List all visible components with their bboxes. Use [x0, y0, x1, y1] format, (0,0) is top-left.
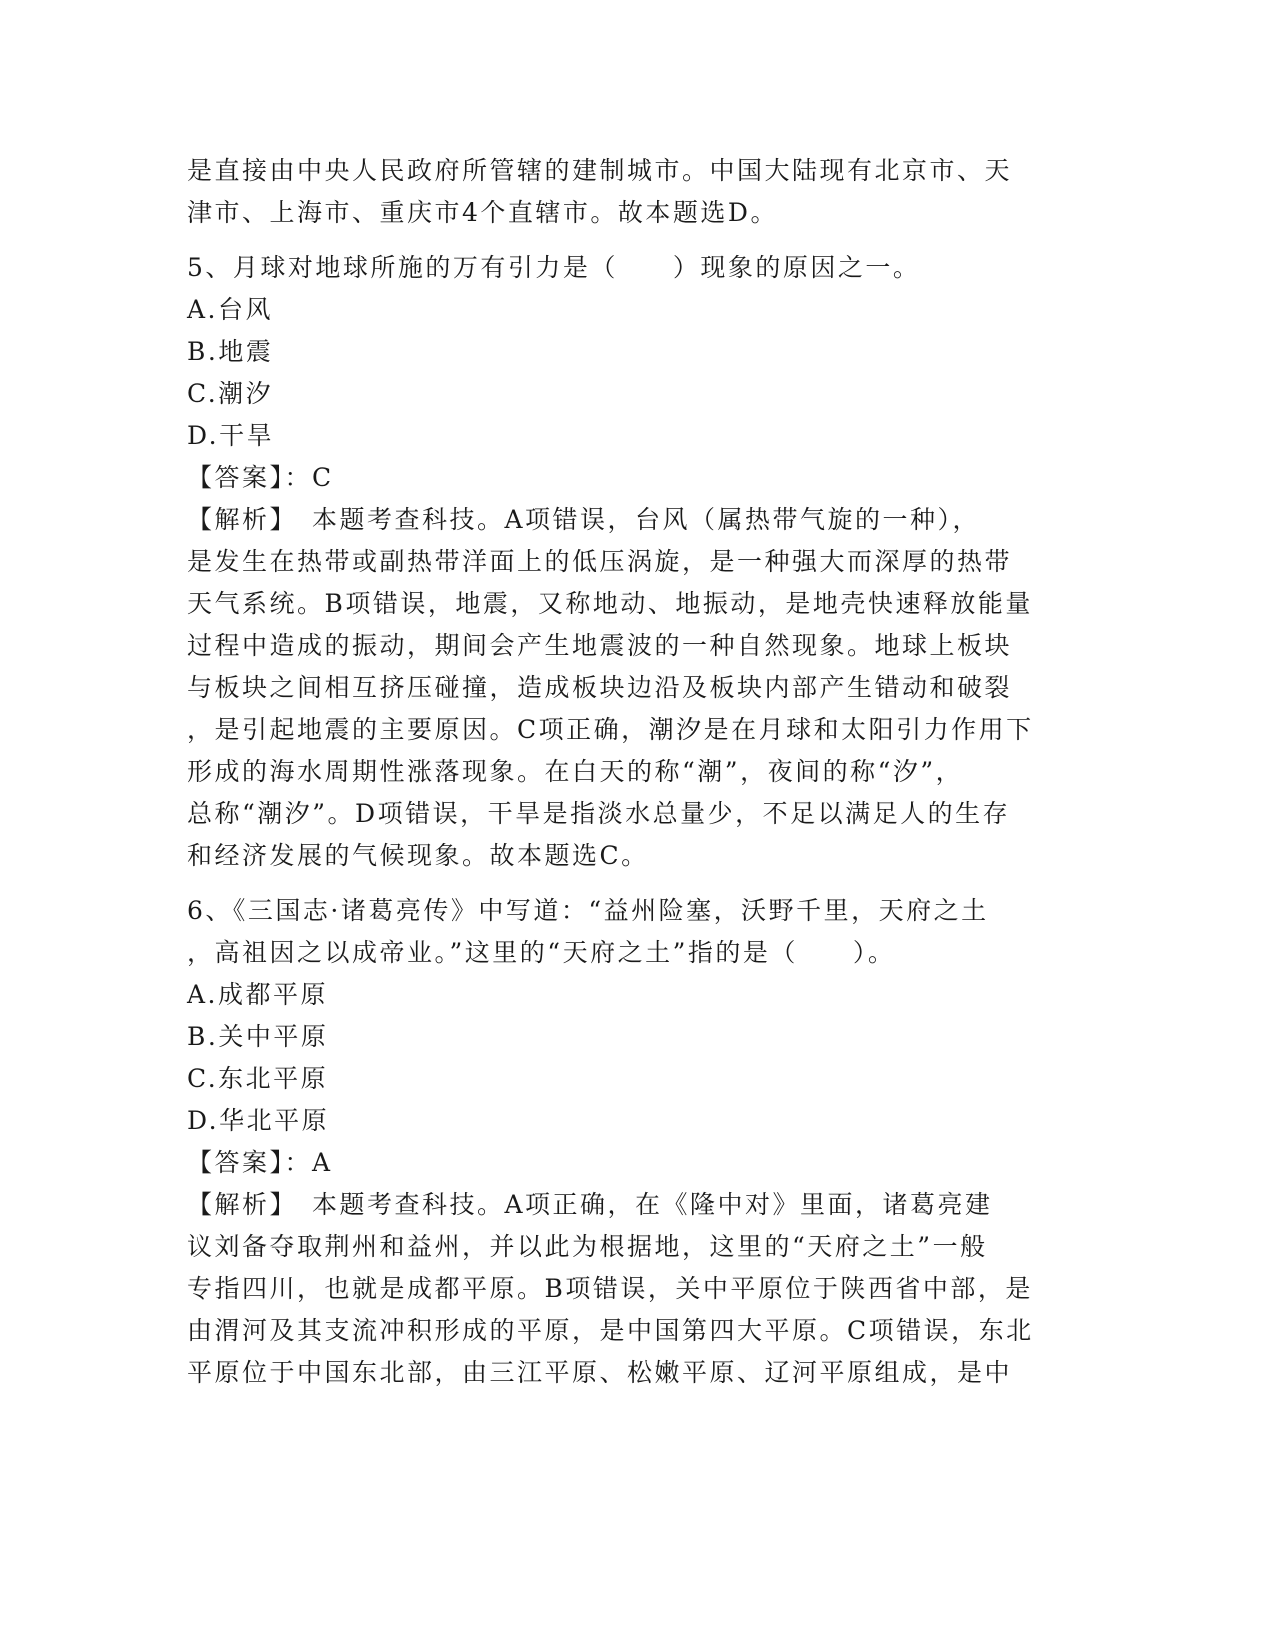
analysis-line: 是发生在热带或副热带洋面上的低压涡旋，是一种强大而深厚的热带 [187, 547, 1013, 576]
answer-line: 【答案】：C [187, 463, 334, 492]
option-d: D.华北平原 [187, 1106, 330, 1135]
analysis-line: 形成的海水周期性涨落现象。在白天的称“潮”，夜间的称“汐”， [187, 757, 964, 786]
analysis-line: 平原位于中国东北部，由三江平原、松嫩平原、辽河平原组成，是中 [187, 1358, 1013, 1387]
document-page [187, 150, 1087, 1394]
analysis-line: 【解析】 本题考查科技。A项正确，在《隆中对》里面，诸葛亮建 [187, 1190, 993, 1219]
analysis-line: 专指四川，也就是成都平原。B项错误，关中平原位于陕西省中部，是 [187, 1274, 1033, 1303]
analysis-line: 总称“潮汐”。D项错误，干旱是指淡水总量少，不足以满足人的生存 [187, 799, 1011, 828]
question-stem: ，高祖因之以成帝业。”这里的“天府之土”指的是（ ）。 [187, 938, 896, 967]
option-d: D.干旱 [187, 421, 275, 450]
analysis-line: ，是引起地震的主要原因。C项正确，潮汐是在月球和太阳引力作用下 [187, 715, 1034, 744]
text-line: 津市、上海市、重庆市4个直辖市。故本题选D。 [187, 198, 778, 227]
answer-line: 【答案】：A [187, 1148, 333, 1177]
question-6 [187, 890, 1087, 1394]
previous-analysis-continuation [187, 150, 1087, 234]
analysis-block [187, 499, 1087, 877]
option-b: B.关中平原 [187, 1022, 329, 1051]
analysis-line: 过程中造成的振动，期间会产生地震波的一种自然现象。地球上板块 [187, 631, 1013, 660]
analysis-line: 议刘备夺取荆州和益州，并以此为根据地，这里的“天府之土”一般 [187, 1232, 988, 1261]
option-c: C.潮汐 [187, 379, 274, 408]
analysis-line: 与板块之间相互挤压碰撞，造成板块边沿及板块内部产生错动和破裂 [187, 673, 1013, 702]
analysis-block [187, 1184, 1087, 1394]
option-c: C.东北平原 [187, 1064, 329, 1093]
option-b: B.地震 [187, 337, 274, 366]
analysis-line: 由渭河及其支流冲积形成的平原，是中国第四大平原。C项错误，东北 [187, 1316, 1034, 1345]
analysis-line: 和经济发展的气候现象。故本题选C。 [187, 841, 649, 870]
analysis-line: 【解析】 本题考查科技。A项错误，台风（属热带气旋的一种）， [187, 505, 981, 534]
option-a: A.台风 [187, 295, 274, 324]
question-stem: 5、月球对地球所施的万有引力是（ ）现象的原因之一。 [187, 253, 921, 282]
text-line: 是直接由中央人民政府所管辖的建制城市。中国大陆现有北京市、天 [187, 156, 1013, 185]
analysis-line: 天气系统。B项错误，地震，又称地动、地振动，是地壳快速释放能量 [187, 589, 1033, 618]
question-5 [187, 247, 1087, 877]
option-a: A.成都平原 [187, 980, 329, 1009]
question-stem: 6、《三国志·诸葛亮传》中写道：“益州险塞，沃野千里，天府之土 [187, 896, 989, 925]
